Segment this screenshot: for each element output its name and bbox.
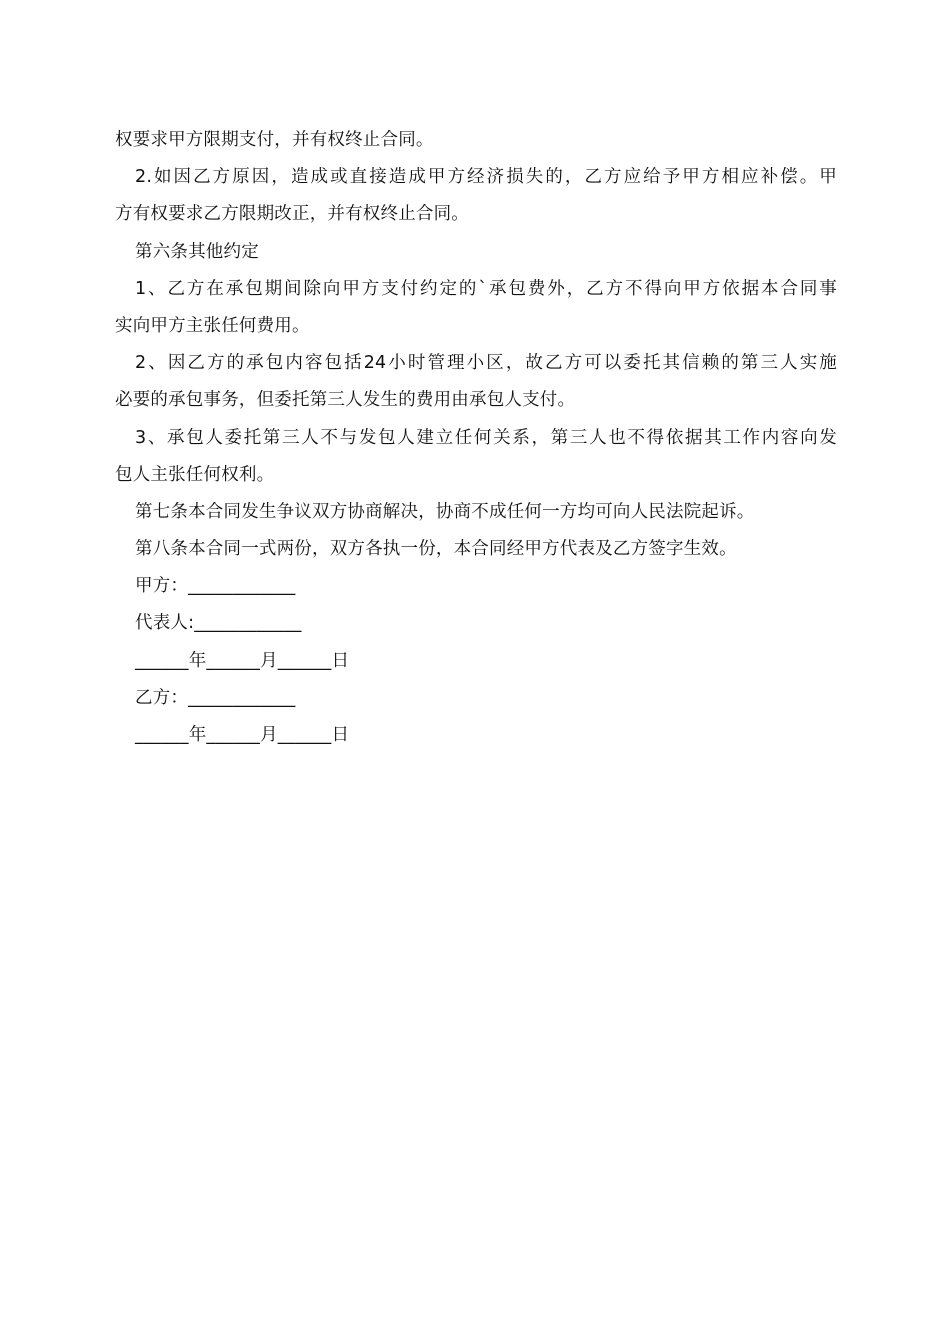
paragraph-line: 必要的承包事务，但委托第三人发生的费用由承包人支付。 <box>115 390 576 411</box>
signature-date-b: ______年______月______日 <box>135 725 350 745</box>
paragraph-line: 实向甲方主张任何费用。 <box>115 315 310 336</box>
paragraph-line: 2.如因乙方原因，造成或直接造成甲方经济损失的，乙方应给予甲方相应补偿。甲 <box>135 167 837 188</box>
paragraph-line: 权要求甲方限期支付，并有权终止合同。 <box>115 130 434 150</box>
section-heading: 第七条本合同发生争议双方协商解决，协商不成任何一方均可向人民法院起诉。 <box>135 501 755 522</box>
signature-representative: 代表人:____________ <box>135 613 302 634</box>
paragraph-line: 3、承包人委托第三人不与发包人建立任何关系，第三人也不得依据其工作内容向发 <box>135 427 837 448</box>
paragraph-line: 1、乙方在承包期间除向甲方支付约定的`承包费外，乙方不得向甲方依据本合同事 <box>135 278 837 299</box>
paragraph-line: 包人主张任何权利。 <box>115 464 275 485</box>
signature-party-a: 甲方：____________ <box>135 576 296 597</box>
document-body <box>115 122 837 754</box>
signature-party-b: 乙方：____________ <box>135 687 296 708</box>
paragraph-line: 方有权要求乙方限期改正，并有权终止合同。 <box>115 204 469 225</box>
section-heading: 第六条其他约定 <box>135 241 259 262</box>
paragraph-line: 2、因乙方的承包内容包括24小时管理小区，故乙方可以委托其信赖的第三人实施 <box>135 353 837 374</box>
section-heading: 第八条本合同一式两份，双方各执一份，本合同经甲方代表及乙方签字生效。 <box>135 539 737 560</box>
signature-date-a: ______年______月______日 <box>135 650 350 671</box>
